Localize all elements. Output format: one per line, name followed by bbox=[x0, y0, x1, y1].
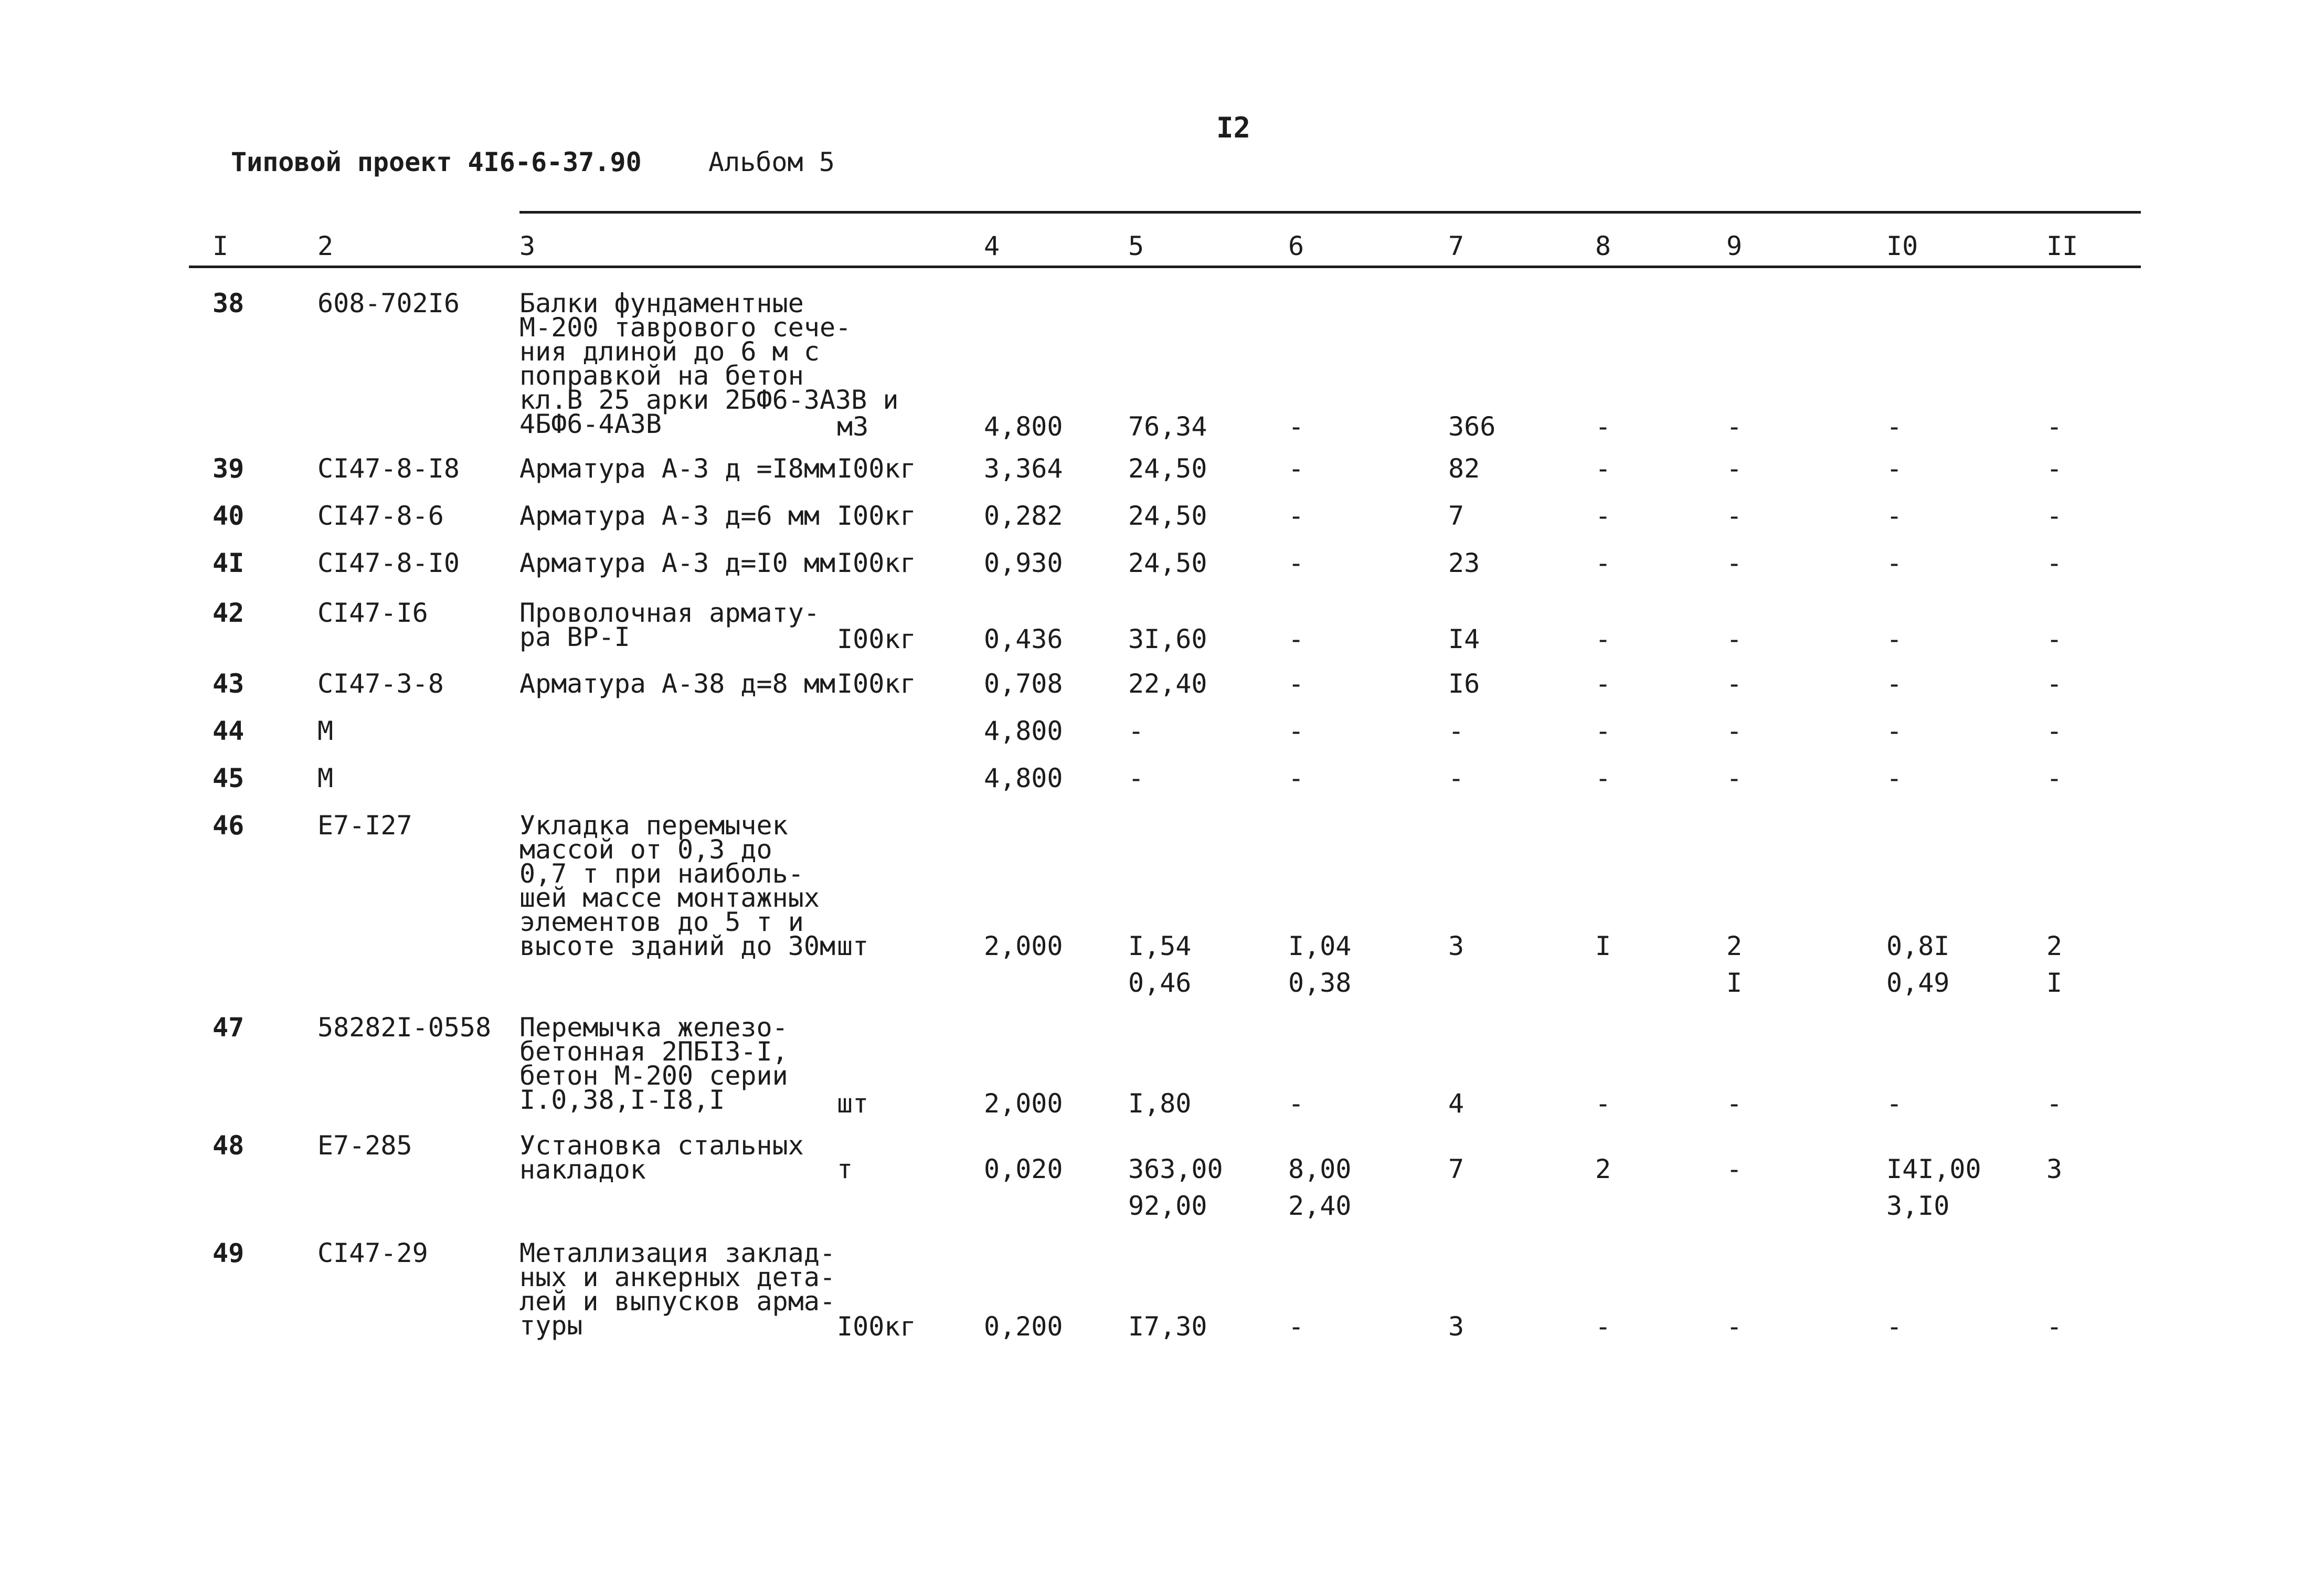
row-value-col9: - bbox=[1726, 1088, 1743, 1119]
row-value-col11: - bbox=[2046, 1311, 2063, 1342]
row-value-col5: I7,30 bbox=[1128, 1311, 1207, 1342]
row-value-col6: - bbox=[1288, 411, 1304, 442]
row-value-col7: 7 bbox=[1448, 1154, 1465, 1184]
row-code: М bbox=[317, 763, 334, 793]
row-value-col5: 24,50 bbox=[1128, 501, 1207, 531]
row-code: 608-702I6 bbox=[317, 288, 460, 319]
row-value-col8: - bbox=[1595, 548, 1611, 578]
row-value-col6: I,04 bbox=[1288, 931, 1352, 961]
row-value-col5: I,80 bbox=[1128, 1088, 1192, 1119]
row-value-col9: - bbox=[1726, 624, 1743, 654]
row-value-col6: - bbox=[1288, 501, 1304, 531]
row-description: Укладка перемычек массой от 0,3 до 0,7 т при наиболь- шей массе монтажных элементов до 5 т и высоте зданий до 30м bbox=[519, 810, 836, 961]
column-header: I bbox=[213, 231, 229, 261]
row-code: СI47-8-I0 bbox=[317, 548, 460, 578]
row-number: 4I bbox=[213, 548, 245, 578]
row-value-col11: - bbox=[2046, 548, 2063, 578]
row-value-col4: 0,436 bbox=[984, 624, 1063, 654]
row-value-secondary: 2,40 bbox=[1288, 1191, 1352, 1221]
row-value-col8: - bbox=[1595, 669, 1611, 699]
column-header: 8 bbox=[1595, 231, 1611, 261]
column-header: I0 bbox=[1886, 231, 1918, 261]
row-value-col4: 4,800 bbox=[984, 716, 1063, 746]
row-value-col4: 0,930 bbox=[984, 548, 1063, 578]
row-unit: I00кг bbox=[837, 548, 916, 578]
row-value-col10: - bbox=[1886, 669, 1903, 699]
project-title: Типовой проект 4I6-6-37.90 bbox=[231, 147, 642, 177]
page-number: I2 bbox=[1216, 111, 1251, 144]
row-value-col11: - bbox=[2046, 1088, 2063, 1119]
row-value-col9: - bbox=[1726, 548, 1743, 578]
row-number: 40 bbox=[213, 501, 245, 531]
row-unit: I00кг bbox=[837, 501, 916, 531]
row-value-col4: 2,000 bbox=[984, 1088, 1063, 1119]
row-value-col9: - bbox=[1726, 411, 1743, 442]
row-value-col7: 366 bbox=[1448, 411, 1496, 442]
row-description: Балки фундаментные М-200 таврового сече- ния длиной до 6 м с поправкой на бетон кл.В 25 арки 2БФ6-3А3В и 4БФ6-4А3В bbox=[519, 288, 899, 439]
row-code: 58282I-0558 bbox=[317, 1012, 492, 1043]
row-unit: м3 bbox=[837, 411, 869, 442]
row-value-col9: - bbox=[1726, 453, 1743, 484]
column-header: 2 bbox=[317, 231, 334, 261]
row-value-col5: 3I,60 bbox=[1128, 624, 1207, 654]
row-code: СI47-29 bbox=[317, 1238, 428, 1268]
row-value-col10: - bbox=[1886, 763, 1903, 793]
row-value-col10: - bbox=[1886, 501, 1903, 531]
row-value-col8: I bbox=[1595, 931, 1611, 961]
row-value-col8: - bbox=[1595, 411, 1611, 442]
row-value-col6: - bbox=[1288, 453, 1304, 484]
row-value-col8: - bbox=[1595, 501, 1611, 531]
row-value-col6: 8,00 bbox=[1288, 1154, 1352, 1184]
row-value-col7: 82 bbox=[1448, 453, 1480, 484]
row-value-col6: - bbox=[1288, 548, 1304, 578]
row-description: Арматура А-3 д=6 мм bbox=[519, 501, 820, 531]
row-value-col6: - bbox=[1288, 669, 1304, 699]
row-code: М bbox=[317, 716, 334, 746]
row-value-col8: - bbox=[1595, 1311, 1611, 1342]
row-value-col6: - bbox=[1288, 624, 1304, 654]
row-value-col4: 3,364 bbox=[984, 453, 1063, 484]
row-description: Арматура А-38 д=8 мм bbox=[519, 669, 836, 699]
row-number: 42 bbox=[213, 598, 245, 628]
row-value-col5: 76,34 bbox=[1128, 411, 1207, 442]
row-value-secondary: 0,49 bbox=[1886, 968, 1950, 998]
row-value-col4: 0,708 bbox=[984, 669, 1063, 699]
row-number: 47 bbox=[213, 1012, 245, 1043]
row-code: СI47-3-8 bbox=[317, 669, 444, 699]
row-value-col8: - bbox=[1595, 716, 1611, 746]
row-value-col7: 4 bbox=[1448, 1088, 1465, 1119]
row-number: 45 bbox=[213, 763, 245, 793]
row-description: Арматура А-3 д =I8мм bbox=[519, 453, 836, 484]
row-value-col4: 2,000 bbox=[984, 931, 1063, 961]
column-header: 6 bbox=[1288, 231, 1304, 261]
row-value-col7: I4 bbox=[1448, 624, 1480, 654]
row-number: 43 bbox=[213, 669, 245, 699]
row-value-col4: 0,282 bbox=[984, 501, 1063, 531]
row-value-col9: - bbox=[1726, 501, 1743, 531]
row-number: 48 bbox=[213, 1130, 245, 1161]
row-value-col4: 4,800 bbox=[984, 763, 1063, 793]
row-value-col10: - bbox=[1886, 624, 1903, 654]
row-description: Арматура А-3 д=I0 мм bbox=[519, 548, 836, 578]
album-label: Альбом 5 bbox=[708, 147, 835, 177]
top-rule bbox=[519, 211, 2141, 214]
row-value-col11: 3 bbox=[2046, 1154, 2063, 1184]
row-code: Е7-285 bbox=[317, 1130, 412, 1161]
row-value-col11: - bbox=[2046, 411, 2063, 442]
row-value-col7: 3 bbox=[1448, 931, 1465, 961]
row-unit: шт bbox=[837, 931, 869, 961]
row-value-col5: I,54 bbox=[1128, 931, 1192, 961]
row-value-col7: - bbox=[1448, 763, 1465, 793]
row-value-col10: - bbox=[1886, 548, 1903, 578]
row-value-col5: 363,00 bbox=[1128, 1154, 1223, 1184]
row-value-col4: 4,800 bbox=[984, 411, 1063, 442]
row-value-secondary: 3,I0 bbox=[1886, 1191, 1950, 1221]
row-value-col6: - bbox=[1288, 1088, 1304, 1119]
row-value-secondary: 92,00 bbox=[1128, 1191, 1207, 1221]
row-number: 44 bbox=[213, 716, 245, 746]
row-value-col6: - bbox=[1288, 1311, 1304, 1342]
row-value-col10: - bbox=[1886, 1311, 1903, 1342]
row-value-secondary: 0,46 bbox=[1128, 968, 1192, 998]
row-value-col7: 23 bbox=[1448, 548, 1480, 578]
row-value-col9: - bbox=[1726, 1154, 1743, 1184]
row-value-col5: 22,40 bbox=[1128, 669, 1207, 699]
row-number: 38 bbox=[213, 288, 245, 319]
row-value-secondary: I bbox=[2046, 968, 2063, 998]
row-description: Проволочная армату- ра ВР-I bbox=[519, 598, 820, 652]
row-unit: I00кг bbox=[837, 1311, 916, 1342]
row-value-col5: 24,50 bbox=[1128, 548, 1207, 578]
row-description: Перемычка железо- бетонная 2ПБI3-I, бетон М-200 серии I.0,38,I-I8,I bbox=[519, 1012, 788, 1115]
row-value-col5: - bbox=[1128, 763, 1144, 793]
row-value-col8: 2 bbox=[1595, 1154, 1611, 1184]
row-unit: I00кг bbox=[837, 624, 916, 654]
row-unit: I00кг bbox=[837, 669, 916, 699]
column-header: 5 bbox=[1128, 231, 1144, 261]
row-value-col10: I4I,00 bbox=[1886, 1154, 1981, 1184]
column-header: 9 bbox=[1726, 231, 1743, 261]
row-value-col11: 2 bbox=[2046, 931, 2063, 961]
row-value-secondary: I bbox=[1726, 968, 1743, 998]
column-header: 3 bbox=[519, 231, 536, 261]
row-value-col8: - bbox=[1595, 624, 1611, 654]
row-value-col10: - bbox=[1886, 453, 1903, 484]
row-value-col11: - bbox=[2046, 763, 2063, 793]
row-value-col7: 3 bbox=[1448, 1311, 1465, 1342]
row-value-col8: - bbox=[1595, 1088, 1611, 1119]
row-value-col7: - bbox=[1448, 716, 1465, 746]
row-value-col10: 0,8I bbox=[1886, 931, 1950, 961]
row-value-col10: - bbox=[1886, 716, 1903, 746]
row-value-col5: - bbox=[1128, 716, 1144, 746]
row-unit: т bbox=[837, 1154, 853, 1184]
row-description: Металлизация заклад- ных и анкерных дета- лей и выпусков арма- туры bbox=[519, 1238, 836, 1341]
row-value-col10: - bbox=[1886, 411, 1903, 442]
row-value-col4: 0,020 bbox=[984, 1154, 1063, 1184]
row-value-col9: - bbox=[1726, 716, 1743, 746]
row-value-col8: - bbox=[1595, 453, 1611, 484]
row-number: 39 bbox=[213, 453, 245, 484]
row-value-col11: - bbox=[2046, 716, 2063, 746]
row-value-col9: - bbox=[1726, 669, 1743, 699]
row-value-col11: - bbox=[2046, 453, 2063, 484]
row-value-col8: - bbox=[1595, 763, 1611, 793]
row-value-col9: 2 bbox=[1726, 931, 1743, 961]
row-value-col6: - bbox=[1288, 716, 1304, 746]
header-rule bbox=[189, 266, 2141, 268]
row-unit: I00кг bbox=[837, 453, 916, 484]
row-value-col11: - bbox=[2046, 624, 2063, 654]
column-header: II bbox=[2046, 231, 2078, 261]
column-header: 4 bbox=[984, 231, 1000, 261]
row-number: 49 bbox=[213, 1238, 245, 1268]
row-code: СI47-I6 bbox=[317, 598, 428, 628]
row-value-col5: 24,50 bbox=[1128, 453, 1207, 484]
row-number: 46 bbox=[213, 810, 245, 841]
row-value-col7: 7 bbox=[1448, 501, 1465, 531]
column-header: 7 bbox=[1448, 231, 1465, 261]
row-value-col9: - bbox=[1726, 763, 1743, 793]
row-value-col11: - bbox=[2046, 501, 2063, 531]
row-value-col9: - bbox=[1726, 1311, 1743, 1342]
row-value-col7: I6 bbox=[1448, 669, 1480, 699]
row-code: СI47-8-I8 bbox=[317, 453, 460, 484]
row-value-secondary: 0,38 bbox=[1288, 968, 1352, 998]
row-description: Установка стальных накладок bbox=[519, 1130, 804, 1185]
row-value-col4: 0,200 bbox=[984, 1311, 1063, 1342]
row-value-col6: - bbox=[1288, 763, 1304, 793]
row-value-col10: - bbox=[1886, 1088, 1903, 1119]
row-value-col11: - bbox=[2046, 669, 2063, 699]
row-unit: шт bbox=[837, 1088, 869, 1119]
row-code: Е7-I27 bbox=[317, 810, 412, 841]
row-code: СI47-8-6 bbox=[317, 501, 444, 531]
